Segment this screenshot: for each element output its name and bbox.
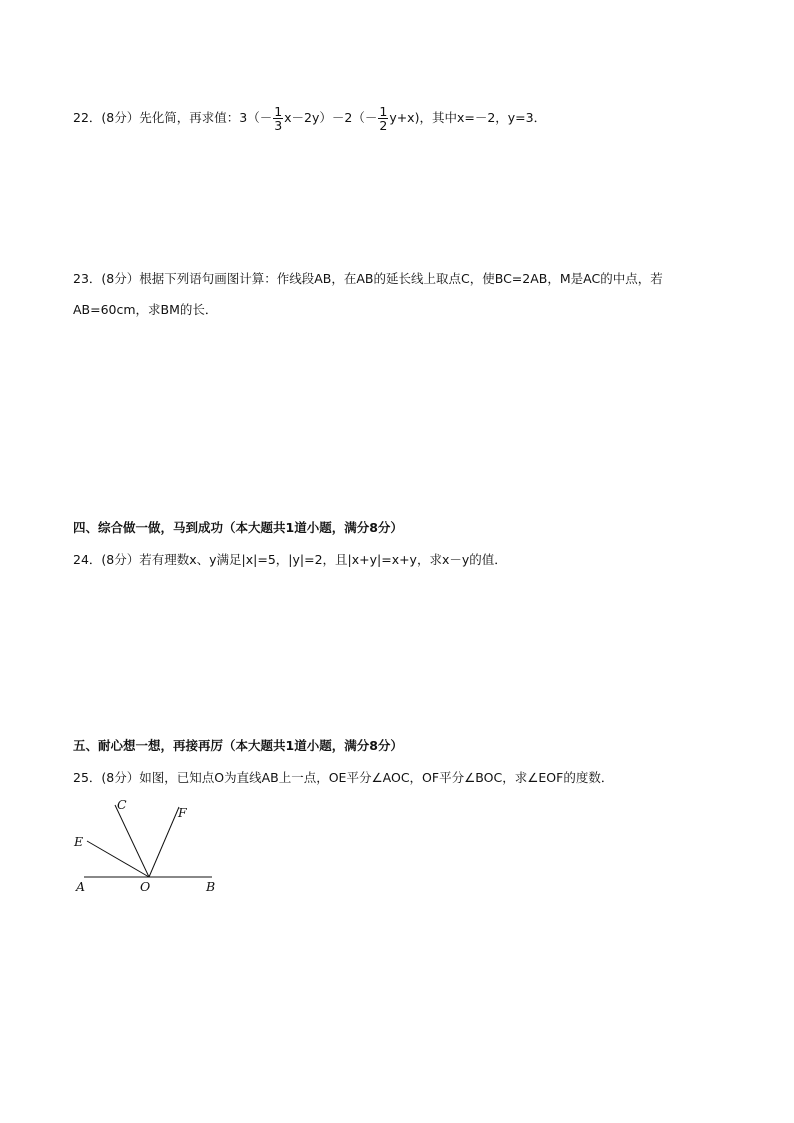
question-23-line-1: 23．(8分）根据下列语句画图计算：作线段AB，在AB的延长线上取点C，使BC=2AB，M是AC的中点，若 <box>73 271 663 286</box>
ray-oe <box>87 841 149 877</box>
q22-fraction-1 <box>273 105 283 132</box>
q22-suffix: y+x)，其中x=－2，y=3． <box>389 110 547 125</box>
question-22 <box>73 105 546 132</box>
q22-prefix: 22．(8分）先化简，再求值：3（－ <box>73 110 273 125</box>
label-a: A <box>76 879 86 894</box>
label-o: O <box>140 879 151 894</box>
label-b: B <box>206 879 216 894</box>
section-5-heading: 五、耐心想一想，再接再厉（本大题共1道小题，满分8分） <box>73 738 403 753</box>
ray-of <box>149 807 179 877</box>
q22-frac1-denominator: 3 <box>274 118 283 133</box>
q22-frac1-numerator: 1 <box>274 104 283 119</box>
label-c: C <box>117 797 127 812</box>
question-23-line-2: AB=60cm，求BM的长． <box>73 302 218 317</box>
section-4-heading: 四、综合做一做，马到成功（本大题共1道小题，满分8分） <box>73 520 403 535</box>
q22-frac2-denominator: 2 <box>379 118 388 133</box>
q22-fraction-2 <box>378 105 388 132</box>
q22-middle: x－2y）－2（－ <box>284 110 378 125</box>
ray-oc <box>115 805 149 877</box>
label-e: E <box>74 834 84 849</box>
label-f: F <box>178 805 187 820</box>
question-25: 25．(8分）如图，已知点O为直线AB上一点，OE平分∠AOC，OF平分∠BOC，求∠EOF的度数． <box>73 770 614 785</box>
q22-frac2-numerator: 1 <box>379 104 388 119</box>
angle-figure <box>70 795 230 900</box>
question-24: 24．(8分）若有理数x、y满足|x|=5，|y|=2，且|x+y|=x+y，求x－y的值． <box>73 552 507 567</box>
